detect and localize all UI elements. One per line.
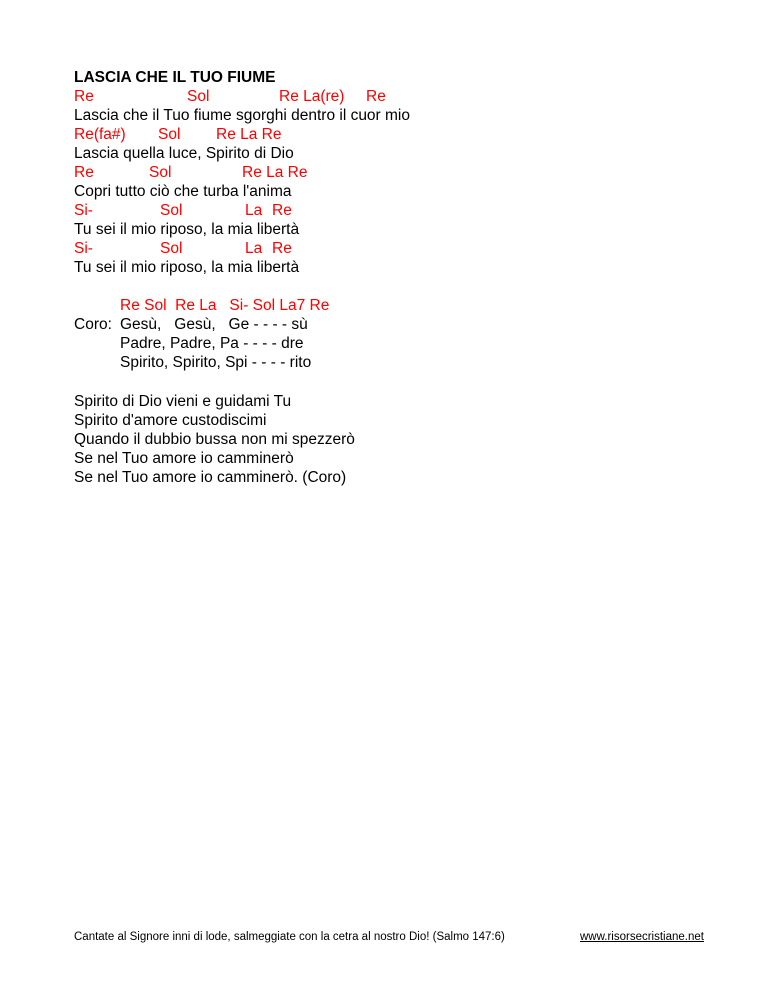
chord-line-4: [74, 201, 292, 220]
chorus-label: Coro:: [74, 316, 112, 333]
verse2-line: Se nel Tuo amore io camminerò: [74, 450, 294, 467]
chord: Si-: [74, 202, 93, 219]
chord: Re: [74, 88, 94, 105]
chord: La: [245, 240, 263, 257]
chord: La: [245, 202, 263, 219]
lyric-line: Lascia quella luce, Spirito di Dio: [74, 145, 294, 162]
chord: Sol: [158, 126, 181, 143]
chord: Re(fa#): [74, 126, 126, 143]
chord: Sol: [149, 164, 172, 181]
footer-website-link[interactable]: www.risorsecristiane.net: [580, 931, 704, 943]
lyric-line: Tu sei il mio riposo, la mia libertà: [74, 221, 300, 238]
verse2-line: Se nel Tuo amore io camminerò. (Coro): [74, 469, 347, 486]
chord-line-3: [74, 163, 308, 182]
lyric-line: Lascia che il Tuo fiume sgorghi dentro il cuor mio: [74, 107, 410, 124]
lyric-line: Copri tutto ciò che turba l'anima: [74, 183, 292, 200]
chord: Sol: [160, 240, 183, 257]
chord: Re La Re: [216, 126, 282, 143]
chord: Re La(re): [279, 88, 345, 105]
chord: Sol: [187, 88, 210, 105]
chorus-line: Gesù, Gesù, Ge - - - - sù: [120, 316, 308, 333]
chord: Re: [272, 240, 292, 257]
verse2-line: Spirito di Dio vieni e guidami Tu: [74, 393, 292, 410]
chord: Re: [366, 88, 386, 105]
footer-quote: Cantate al Signore inni di lode, salmeggiate con la cetra al nostro Dio! (Salmo 147:6): [74, 931, 505, 943]
chord-line-1: [74, 87, 386, 106]
chorus-chord-line: Re Sol Re La Si- Sol La7 Re: [120, 297, 330, 314]
chord-line-2: [74, 125, 282, 144]
chord: Re: [74, 164, 94, 181]
lyric-line: Tu sei il mio riposo, la mia libertà: [74, 259, 300, 276]
chorus-line: Padre, Padre, Pa - - - - dre: [120, 335, 304, 352]
chord-line-5: [74, 239, 292, 258]
chord: Si-: [74, 240, 93, 257]
chorus-line: Spirito, Spirito, Spi - - - - rito: [120, 354, 312, 371]
verse2-line: Spirito d'amore custodiscimi: [74, 412, 267, 429]
verse2-line: Quando il dubbio bussa non mi spezzerò: [74, 431, 355, 448]
chord: Re: [272, 202, 292, 219]
chord: Re La Re: [242, 164, 308, 181]
chord: Sol: [160, 202, 183, 219]
song-title: LASCIA CHE IL TUO FIUME: [74, 69, 276, 86]
